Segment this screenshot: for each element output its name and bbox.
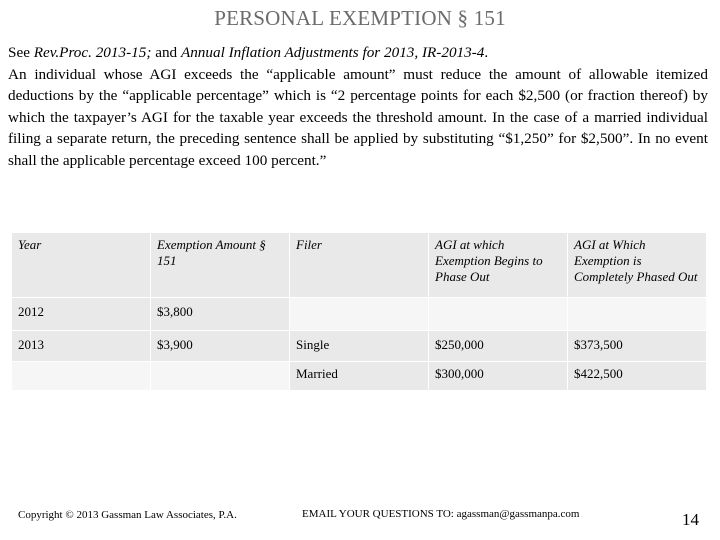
cell-phase-out-begins: $250,000 xyxy=(429,331,568,362)
cell-phase-out-begins: $300,000 xyxy=(429,362,568,391)
cell-year: 2013 xyxy=(12,331,151,362)
table-row xyxy=(12,298,707,331)
explanation-paragraph: An individual whose AGI exceeds the “applicable amount” must reduce the amount of allowable itemized deductions by the “applicable percentage” which is “2 percentage points for each $2,500 (or fraction thereof) by which the taxpayer’s AGI for the taxable year exceeds the threshold amount. In the case of a married individual filing a separate return, the preceding sentence shall be applied by substituting “$1,250” for $2,500”. In no event shall the applicable percentage exceed 100 percent.” xyxy=(8,65,708,169)
cell-phase-out-complete: $373,500 xyxy=(568,331,707,362)
table-header-row xyxy=(12,233,707,298)
header-exemption-amount: Exemption Amount § 151 xyxy=(151,233,290,298)
slide-title: PERSONAL EXEMPTION § 151 xyxy=(214,6,506,30)
header-phase-out-complete: AGI at Which Exemption is Completely Phased Out xyxy=(568,233,707,298)
cell-year xyxy=(12,362,151,391)
cell-exemption-amount: $3,900 xyxy=(151,331,290,362)
cell-phase-out-begins xyxy=(429,298,568,331)
header-year: Year xyxy=(12,233,151,298)
cell-filer: Single xyxy=(290,331,429,362)
table-row xyxy=(12,362,707,391)
rev-proc-reference: Rev.Proc. 2013-15; xyxy=(33,44,152,61)
cell-phase-out-complete: $422,500 xyxy=(568,362,707,391)
table-row xyxy=(12,331,707,362)
citation-suffix: . xyxy=(484,44,489,61)
exemption-table xyxy=(11,232,707,391)
citation-mid: and xyxy=(151,44,181,61)
cell-year: 2012 xyxy=(12,298,151,331)
cell-filer xyxy=(290,298,429,331)
cell-exemption-amount xyxy=(151,362,290,391)
cell-filer: Married xyxy=(290,362,429,391)
header-phase-out-begins: AGI at which Exemption Begins to Phase Out xyxy=(429,233,568,298)
cell-phase-out-complete xyxy=(568,298,707,331)
copyright-notice: Copyright © 2013 Gassman Law Associates, P.A. xyxy=(18,509,237,521)
email-questions: EMAIL YOUR QUESTIONS TO: agassman@gassmanpa.com xyxy=(302,508,580,520)
ir-reference: Annual Inflation Adjustments for 2013, IR-2013-4 xyxy=(180,44,485,61)
cell-exemption-amount: $3,800 xyxy=(151,298,290,331)
citation-prefix: See xyxy=(8,44,34,61)
body-text xyxy=(8,42,708,171)
page-number: 14 xyxy=(682,510,699,529)
citation-line xyxy=(8,42,708,64)
header-filer: Filer xyxy=(290,233,429,298)
